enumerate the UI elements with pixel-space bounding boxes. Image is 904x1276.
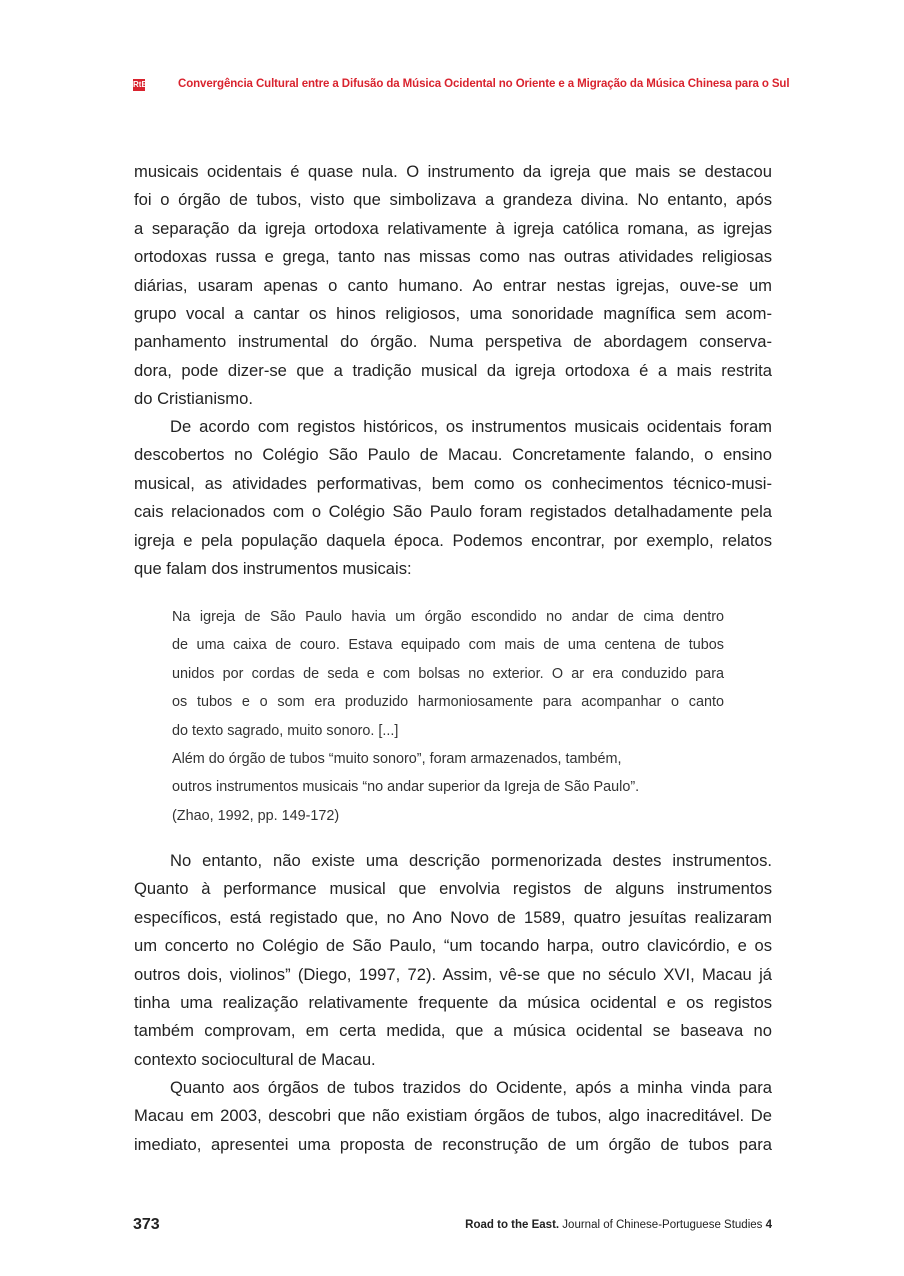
text-line: outros instrumentos musicais “no andar superior da Igreja de São Paulo”. xyxy=(172,779,640,796)
text-line: de uma caixa de couro. Estava equipado com mais de uma centena de tubos xyxy=(172,637,724,654)
paragraph-3 xyxy=(134,847,772,1074)
journal-logo-icon: RtE xyxy=(133,80,147,89)
text-line: musical, as atividades performativas, bem como os conhecimentos técnico-musi- xyxy=(134,473,772,493)
paragraph-4 xyxy=(134,1074,772,1159)
text-line: a separação da igreja ortodoxa relativamente à igreja católica romana, as igrejas xyxy=(134,218,772,238)
text-line: os tubos e o som era produzido harmoniosamente para acompanhar o canto xyxy=(172,694,724,711)
text-line: descobertos no Colégio São Paulo de Macau. Concretamente falando, o ensino xyxy=(134,445,772,465)
text-line: Na igreja de São Paulo havia um órgão escondido no andar de cima dentro xyxy=(172,609,724,625)
text-line: Macau em 2003, descobri que não existiam órgãos de tubos, algo inacreditável. De xyxy=(134,1106,772,1126)
text-line: ortodoxas russa e grega, tanto nas missas como nas outras atividades religiosas xyxy=(134,247,772,267)
text-line: (Zhao, 1992, pp. 149-172) xyxy=(172,807,340,824)
text-line: Quanto aos órgãos de tubos trazidos do Ocidente, após a minha vinda para xyxy=(170,1078,772,1097)
text-line: grupo vocal a cantar os hinos religiosos, uma sonoridade magnífica sem acom- xyxy=(134,303,772,323)
text-line: Quanto à performance musical que envolvia registos de alguns instrumentos xyxy=(134,879,772,899)
text-line: musicais ocidentais é quase nula. O instrumento da igreja que mais se destacou xyxy=(134,162,772,181)
paragraph-2 xyxy=(134,413,772,583)
journal-footer xyxy=(465,1219,772,1231)
running-header: Convergência Cultural entre a Difusão da Música Ocidental no Oriente e a Migração da Música Chinesa para o Sul xyxy=(178,78,790,90)
text-line: De acordo com registos históricos, os instrumentos musicais ocidentais foram xyxy=(170,417,772,436)
text-line: do Cristianismo. xyxy=(134,389,253,409)
text-line: específicos, está registado que, no Ano Novo de 1589, quatro jesuítas realizaram xyxy=(134,907,772,927)
text-line: imediato, apresentei uma proposta de reconstrução de um órgão de tubos para xyxy=(134,1134,772,1154)
text-line: Além do órgão de tubos “muito sonoro”, foram armazenados, também, xyxy=(172,750,622,767)
text-line: igreja e pela população daquela época. Podemos encontrar, por exemplo, relatos xyxy=(134,530,772,550)
text-line: que falam dos instrumentos musicais: xyxy=(134,558,412,578)
block-quote xyxy=(172,603,724,830)
journal-subtitle: Journal of Chinese-Portuguese Studies xyxy=(559,1219,766,1231)
text-line: do texto sagrado, muito sonoro. [...] xyxy=(172,722,399,739)
text-line: contexto sociocultural de Macau. xyxy=(134,1049,376,1069)
text-line: foi o órgão de tubos, visto que simbolizava a grandeza divina. No entanto, após xyxy=(134,190,772,210)
journal-title: Road to the East. xyxy=(465,1219,560,1231)
text-line: No entanto, não existe uma descrição pormenorizada destes instrumentos. xyxy=(170,851,772,870)
text-line: unidos por cordas de seda e com bolsas no exterior. O ar era conduzido para xyxy=(172,665,724,682)
paragraph-1 xyxy=(134,158,772,414)
journal-issue: 4 xyxy=(765,1219,772,1231)
page-number: 373 xyxy=(133,1216,160,1233)
text-line: cais relacionados com o Colégio São Paulo foram registados detalhadamente pela xyxy=(134,502,772,522)
text-line: dora, pode dizer-se que a tradição musical da igreja ortodoxa é a mais restrita xyxy=(134,360,772,380)
text-line: tinha uma realização relativamente frequente da música ocidental e os registos xyxy=(134,992,772,1012)
text-line: um concerto no Colégio de São Paulo, “um tocando harpa, outro clavicórdio, e os xyxy=(134,936,772,956)
text-line: também comprovam, em certa medida, que a música ocidental se baseava no xyxy=(134,1021,772,1041)
text-line: outros dois, violinos” (Diego, 1997, 72). Assim, vê-se que no século XVI, Macau já xyxy=(134,964,772,984)
text-line: panhamento instrumental do órgão. Numa perspetiva de abordagem conserva- xyxy=(134,332,772,352)
text-line: diárias, usaram apenas o canto humano. Ao entrar nestas igrejas, ouve-se um xyxy=(134,275,772,295)
